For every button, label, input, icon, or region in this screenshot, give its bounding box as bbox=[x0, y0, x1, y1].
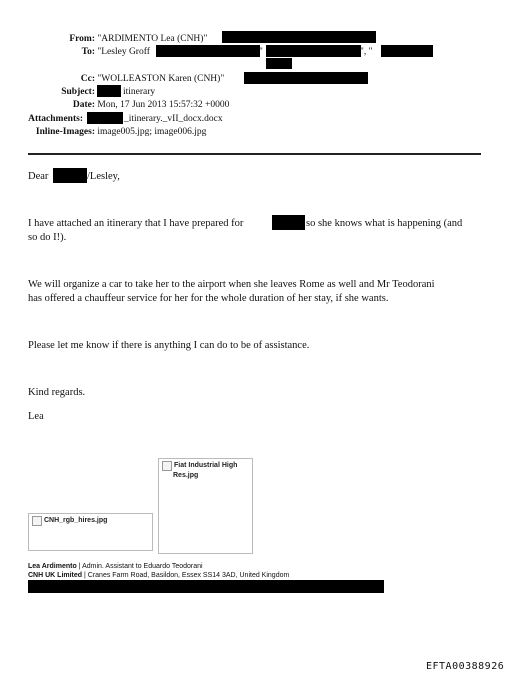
cnh-image-caption bbox=[29, 514, 152, 528]
redaction-bar bbox=[28, 580, 384, 593]
header-to-row bbox=[0, 46, 150, 58]
subject-label: Subject: bbox=[61, 87, 95, 97]
header-cc-row bbox=[0, 73, 224, 85]
signature-company: CNH UK Limited bbox=[28, 572, 83, 579]
fiat-image-name-line-2: Res.jpg bbox=[173, 472, 199, 479]
redaction-bar bbox=[272, 215, 305, 230]
greeting-pre: Dear bbox=[28, 171, 49, 182]
inline-images-value: image005.jpg; image006.jpg bbox=[97, 127, 207, 137]
from-label: From: bbox=[69, 34, 95, 44]
bates-number: EFTA00388926 bbox=[426, 661, 505, 672]
redaction-bar bbox=[266, 58, 292, 69]
subject-value: itinerary bbox=[123, 87, 156, 97]
fiat-image-caption bbox=[159, 459, 252, 482]
attachments-value: _itinerary._vII_docx.docx bbox=[124, 114, 223, 124]
date-label: Date: bbox=[72, 100, 95, 110]
to-label: To: bbox=[81, 47, 95, 57]
to-separator: ", " bbox=[360, 47, 373, 57]
cnh-image-placeholder bbox=[28, 513, 153, 551]
to-separator: " bbox=[259, 47, 263, 57]
date-value: Mon, 17 Jun 2013 15:57:32 +0000 bbox=[97, 100, 230, 110]
cnh-image-name: CNH_rgb_hires.jpg bbox=[44, 517, 108, 524]
closing: Kind regards. bbox=[28, 387, 86, 398]
signature-role: | Admin. Assistant to Eduardo Teodorani bbox=[76, 563, 203, 570]
signature-line-1 bbox=[28, 562, 203, 571]
redaction-bar bbox=[156, 45, 260, 57]
signature-line-2 bbox=[28, 571, 289, 580]
header-subject-row bbox=[0, 86, 95, 98]
redaction-bar bbox=[244, 72, 368, 84]
redaction-bar bbox=[266, 45, 361, 57]
redaction-bar bbox=[97, 85, 121, 97]
inline-images-label: Inline-Images: bbox=[35, 127, 95, 137]
broken-image-icon bbox=[162, 461, 172, 471]
paragraph-2-line-2: has offered a chauffeur service for her for the whole duration of her stay, if she wants. bbox=[28, 293, 389, 304]
to-value: "Lesley Groff bbox=[97, 47, 150, 57]
cc-value: "WOLLEASTON Karen (CNH)" bbox=[97, 74, 225, 84]
paragraph-1-line-1-post: so she knows what is happening (and bbox=[306, 218, 463, 229]
redaction-bar bbox=[87, 112, 123, 124]
header-divider bbox=[28, 153, 481, 155]
paragraph-2-line-1: We will organize a car to take her to the airport when she leaves Rome as well and Mr Teodorani bbox=[28, 279, 435, 290]
redaction-bar bbox=[222, 31, 376, 43]
header-inline-images-row bbox=[0, 126, 206, 138]
redaction-bar bbox=[381, 45, 433, 57]
attachments-label: Attachments: bbox=[28, 114, 83, 124]
header-attachments-row bbox=[0, 113, 83, 125]
paragraph-1-line-1-pre: I have attached an itinerary that I have prepared for bbox=[28, 218, 244, 229]
broken-image-icon bbox=[32, 516, 42, 526]
paragraph-1-line-2: so do I!). bbox=[28, 232, 67, 243]
redaction-bar bbox=[53, 168, 87, 183]
from-value: "ARDIMENTO Lea (CNH)" bbox=[97, 34, 208, 44]
fiat-image-name-line-1: Fiat Industrial High bbox=[174, 462, 238, 469]
signature-address: | Cranes Farm Road, Basildon, Essex SS14 3AD, United Kingdom bbox=[82, 572, 290, 579]
signature-name: Lea Ardimento bbox=[28, 563, 77, 570]
greeting-post: /Lesley, bbox=[87, 171, 120, 182]
fiat-image-placeholder bbox=[158, 458, 253, 554]
paragraph-3: Please let me know if there is anything I can do to be of assistance. bbox=[28, 340, 310, 351]
header-date-row bbox=[0, 99, 229, 111]
header-from-row bbox=[0, 33, 207, 45]
sender-name: Lea bbox=[28, 411, 44, 422]
cc-label: Cc: bbox=[80, 74, 95, 84]
